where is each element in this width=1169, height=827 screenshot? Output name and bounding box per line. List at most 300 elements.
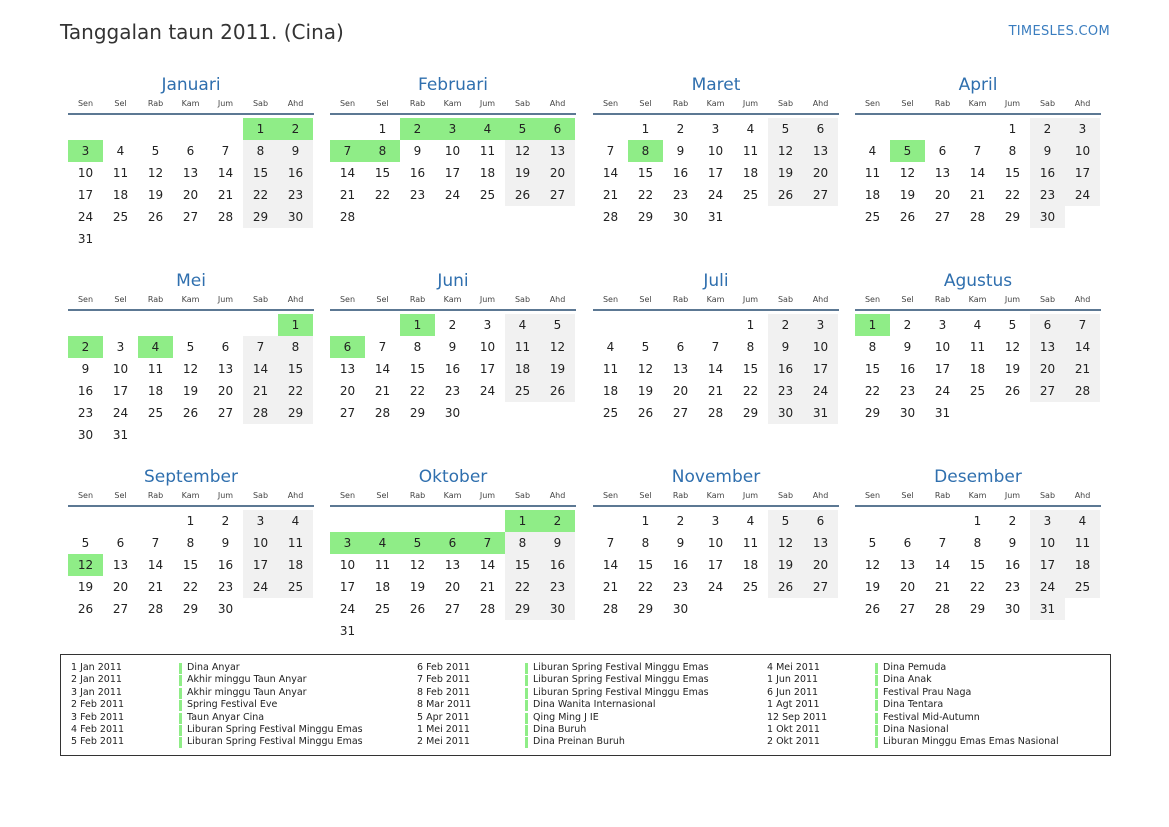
holiday-date: 1 Agt 2011 — [767, 699, 820, 711]
day-cell: 26 — [505, 184, 540, 206]
day-cell: 8 — [413, 340, 422, 354]
weekday-label: Kam — [181, 99, 200, 108]
day-cell: 9 — [903, 340, 912, 354]
holiday-name: Dina Tentara — [883, 699, 944, 711]
holiday-date: 6 Feb 2011 — [417, 662, 471, 673]
day-cell: 7 — [973, 144, 982, 158]
day-cell: 6 — [903, 536, 912, 550]
day-cell: 19 — [77, 580, 94, 594]
holiday-day-cell: 4 — [138, 336, 173, 358]
day-cell: 28 — [602, 602, 619, 616]
weekday-label: Sel — [376, 491, 389, 500]
day-cell: 1 — [186, 514, 195, 528]
day-cell: 6 — [116, 536, 125, 550]
day-cell: 3 — [711, 514, 720, 528]
day-cell: 9 — [1030, 140, 1065, 162]
day-cell: 16 — [1030, 162, 1065, 184]
day-cell: 22 — [637, 188, 654, 202]
holiday-name: Liburan Spring Festival Minggu Emas — [187, 736, 363, 748]
weekday-label: Rab — [409, 295, 426, 304]
day-cell: 2 — [1030, 118, 1065, 140]
day-cell: 3 — [803, 314, 838, 336]
weekday-label: Rab — [147, 295, 164, 304]
day-cell: 18 — [147, 384, 164, 398]
day-grid — [330, 507, 576, 639]
day-cell: 16 — [540, 554, 575, 576]
day-cell: 14 — [217, 166, 234, 180]
day-cell: 23 — [409, 188, 426, 202]
day-cell: 1 — [1008, 122, 1017, 136]
day-cell: 22 — [505, 576, 540, 598]
day-cell: 26 — [864, 602, 881, 616]
holiday-date: 2 Feb 2011 — [71, 699, 125, 711]
day-cell: 24 — [444, 188, 461, 202]
day-cell: 26 — [768, 184, 803, 206]
holiday-day-cell: 2 — [68, 336, 103, 358]
day-cell: 29 — [637, 602, 654, 616]
day-cell: 7 — [151, 536, 160, 550]
day-cell: 23 — [1004, 580, 1021, 594]
day-cell: 2 — [903, 318, 912, 332]
day-cell: 20 — [112, 580, 129, 594]
weekday-header — [68, 292, 314, 311]
day-cell: 9 — [448, 340, 457, 354]
weekday-header — [855, 96, 1101, 115]
holiday-name: Akhir minggu Taun Anyar — [187, 686, 307, 698]
weekday-label: Kam — [181, 295, 200, 304]
day-cell: 13 — [217, 362, 234, 376]
weekday-label: Sen — [602, 295, 619, 304]
weekday-label: Sen — [339, 491, 356, 500]
holiday-name: Spring Festival Eve — [187, 699, 278, 711]
day-cell: 30 — [672, 602, 689, 616]
day-cell: 20 — [217, 384, 234, 398]
day-cell: 27 — [1030, 380, 1065, 402]
page-title: Tanggalan taun 2011. (Cina) — [60, 20, 344, 44]
day-cell: 5 — [186, 340, 195, 354]
holiday-date: 8 Feb 2011 — [417, 686, 471, 698]
month-oktober — [330, 466, 576, 639]
day-cell: 10 — [243, 532, 278, 554]
day-cell: 21 — [1065, 358, 1100, 380]
day-cell: 15 — [243, 162, 278, 184]
day-cell: 10 — [707, 536, 724, 550]
day-cell: 24 — [803, 380, 838, 402]
holiday-date: 5 Apr 2011 — [417, 711, 470, 723]
weekday-label: Jum — [217, 491, 234, 500]
month-name: Agustus — [943, 271, 1013, 291]
day-cell: 19 — [768, 554, 803, 576]
day-cell: 21 — [374, 384, 391, 398]
weekday-header — [68, 96, 314, 115]
day-cell: 11 — [1065, 532, 1100, 554]
weekday-label: Kam — [968, 99, 987, 108]
day-cell: 16 — [672, 558, 689, 572]
weekday-label: Ahd — [287, 99, 304, 108]
weekday-label: Rab — [672, 491, 689, 500]
day-cell: 16 — [409, 166, 426, 180]
day-cell: 22 — [374, 188, 391, 202]
holiday-day-cell: 1 — [505, 510, 540, 532]
day-cell: 30 — [77, 428, 94, 442]
day-cell: 8 — [186, 536, 195, 550]
month-name: Mei — [176, 271, 206, 291]
day-cell: 16 — [444, 362, 461, 376]
day-cell: 20 — [934, 188, 951, 202]
day-cell: 4 — [746, 122, 755, 136]
day-cell: 25 — [742, 188, 759, 202]
day-cell: 6 — [803, 118, 838, 140]
holiday-marker — [875, 675, 878, 686]
weekday-label: Kam — [443, 99, 462, 108]
day-cell: 14 — [602, 558, 619, 572]
day-cell: 25 — [112, 210, 129, 224]
day-cell: 2 — [676, 122, 685, 136]
holiday-marker — [179, 675, 182, 686]
day-cell: 11 — [278, 532, 313, 554]
day-cell: 3 — [1030, 510, 1065, 532]
day-cell: 8 — [973, 536, 982, 550]
day-cell: 28 — [1065, 380, 1100, 402]
day-cell: 30 — [672, 210, 689, 224]
day-cell: 7 — [243, 336, 278, 358]
day-cell: 27 — [444, 602, 461, 616]
holiday-list — [60, 654, 1111, 756]
day-cell: 11 — [147, 362, 164, 376]
day-cell: 23 — [540, 576, 575, 598]
day-cell: 29 — [409, 406, 426, 420]
day-cell: 5 — [540, 314, 575, 336]
day-cell: 29 — [969, 602, 986, 616]
day-cell: 3 — [711, 122, 720, 136]
holiday-day-cell: 1 — [400, 314, 435, 336]
day-cell: 27 — [672, 406, 689, 420]
day-cell: 21 — [934, 580, 951, 594]
day-cell: 2 — [768, 314, 803, 336]
day-cell: 19 — [540, 358, 575, 380]
day-cell: 8 — [641, 536, 650, 550]
day-grid — [593, 115, 839, 247]
day-cell: 4 — [868, 144, 877, 158]
weekday-label: Ahd — [287, 491, 304, 500]
day-cell: 15 — [742, 362, 759, 376]
holiday-date: 5 Feb 2011 — [71, 736, 125, 748]
holiday-date: 1 Jun 2011 — [767, 674, 819, 686]
holiday-marker — [179, 700, 182, 711]
weekday-label: Sel — [901, 99, 914, 108]
weekday-label: Kam — [968, 491, 987, 500]
weekday-label: Sel — [639, 99, 652, 108]
holiday-marker — [875, 700, 878, 711]
day-grid — [330, 115, 576, 247]
holiday-day-cell: 5 — [400, 532, 435, 554]
day-grid — [68, 311, 314, 443]
holiday-marker — [179, 713, 182, 724]
day-cell: 18 — [742, 558, 759, 572]
day-cell: 13 — [182, 166, 199, 180]
day-cell: 14 — [147, 558, 164, 572]
month-juni — [330, 270, 576, 443]
weekday-label: Kam — [443, 295, 462, 304]
holiday-date: 1 Mei 2011 — [417, 723, 470, 735]
day-grid — [68, 115, 314, 247]
weekday-label: Sel — [901, 491, 914, 500]
weekday-label: Rab — [934, 295, 951, 304]
month-agustus — [855, 270, 1101, 443]
weekday-label: Jum — [1004, 295, 1021, 304]
day-cell: 30 — [899, 406, 916, 420]
weekday-label: Jum — [479, 295, 496, 304]
holiday-name: Liburan Spring Festival Minggu Emas — [187, 723, 363, 735]
month-mei — [68, 270, 314, 443]
holiday-date: 4 Mei 2011 — [767, 662, 820, 673]
day-cell: 8 — [868, 340, 877, 354]
day-cell: 23 — [278, 184, 313, 206]
day-cell: 3 — [483, 318, 492, 332]
day-cell: 11 — [864, 166, 881, 180]
day-cell: 24 — [112, 406, 129, 420]
weekday-label: Rab — [672, 99, 689, 108]
day-cell: 28 — [969, 210, 986, 224]
weekday-label: Sab — [777, 491, 794, 500]
day-cell: 24 — [707, 580, 724, 594]
weekday-label: Rab — [409, 99, 426, 108]
day-cell: 10 — [803, 336, 838, 358]
day-cell: 17 — [339, 580, 356, 594]
weekday-header — [593, 488, 839, 507]
weekday-label: Jum — [742, 295, 759, 304]
day-cell: 28 — [602, 210, 619, 224]
weekday-label: Kam — [181, 491, 200, 500]
day-cell: 19 — [768, 162, 803, 184]
day-cell: 5 — [641, 340, 650, 354]
day-cell: 14 — [707, 362, 724, 376]
weekday-header — [330, 292, 576, 311]
day-cell: 11 — [602, 362, 619, 376]
weekday-label: Sen — [77, 295, 94, 304]
day-cell: 14 — [969, 166, 986, 180]
holiday-day-cell: 6 — [330, 336, 365, 358]
day-cell: 7 — [938, 536, 947, 550]
day-cell: 25 — [147, 406, 164, 420]
day-cell: 31 — [707, 210, 724, 224]
month-name: Juni — [437, 271, 469, 291]
day-cell: 12 — [540, 336, 575, 358]
day-cell: 18 — [112, 188, 129, 202]
day-cell: 26 — [409, 602, 426, 616]
day-cell: 13 — [672, 362, 689, 376]
day-grid — [855, 507, 1101, 639]
weekday-label: Sab — [777, 295, 794, 304]
weekday-label: Sel — [901, 295, 914, 304]
day-cell: 14 — [1065, 336, 1100, 358]
weekday-header — [593, 96, 839, 115]
day-cell: 2 — [1008, 514, 1017, 528]
holiday-name: Dina Buruh — [533, 723, 587, 735]
month-name: Oktober — [418, 467, 488, 487]
month-april — [855, 74, 1101, 247]
day-cell: 30 — [768, 402, 803, 424]
holiday-day-cell: 6 — [435, 532, 470, 554]
holiday-date: 3 Jan 2011 — [71, 686, 122, 698]
day-cell: 18 — [742, 166, 759, 180]
day-cell: 3 — [243, 510, 278, 532]
day-cell: 12 — [899, 166, 916, 180]
day-cell: 12 — [182, 362, 199, 376]
holiday-name: Liburan Spring Festival Minggu Emas — [533, 662, 709, 673]
day-cell: 25 — [1065, 576, 1100, 598]
day-cell: 5 — [868, 536, 877, 550]
holiday-day-cell: 12 — [68, 554, 103, 576]
holiday-day-cell: 4 — [470, 118, 505, 140]
weekday-label: Sen — [864, 99, 881, 108]
month-name: April — [958, 75, 998, 95]
holiday-day-cell: 5 — [505, 118, 540, 140]
weekday-label: Sen — [602, 491, 619, 500]
holiday-marker — [179, 725, 182, 736]
day-cell: 17 — [803, 358, 838, 380]
day-cell: 29 — [637, 210, 654, 224]
site-link[interactable]: TIMESLES.COM — [1008, 24, 1110, 39]
day-cell: 15 — [374, 166, 391, 180]
weekday-label: Sab — [252, 99, 269, 108]
day-cell: 30 — [278, 206, 313, 228]
day-cell: 17 — [479, 362, 496, 376]
day-cell: 21 — [602, 188, 619, 202]
day-cell: 13 — [803, 532, 838, 554]
day-cell: 27 — [217, 406, 234, 420]
weekday-label: Sab — [514, 491, 531, 500]
weekday-label: Sel — [639, 491, 652, 500]
day-cell: 24 — [77, 210, 94, 224]
day-cell: 22 — [409, 384, 426, 398]
holiday-marker — [875, 737, 878, 748]
day-cell: 9 — [676, 144, 685, 158]
day-cell: 27 — [803, 576, 838, 598]
holiday-day-cell: 2 — [278, 118, 313, 140]
day-cell: 29 — [1004, 210, 1021, 224]
day-cell: 25 — [602, 406, 619, 420]
day-cell: 25 — [505, 380, 540, 402]
weekday-label: Jum — [742, 491, 759, 500]
day-cell: 6 — [676, 340, 685, 354]
holiday-date: 2 Okt 2011 — [767, 736, 820, 748]
day-cell: 9 — [676, 536, 685, 550]
holiday-date: 12 Sep 2011 — [767, 711, 828, 723]
day-cell: 28 — [479, 602, 496, 616]
day-cell: 26 — [182, 406, 199, 420]
weekday-label: Sab — [1039, 99, 1056, 108]
holiday-marker — [875, 713, 878, 724]
day-cell: 12 — [864, 558, 881, 572]
month-november — [593, 466, 839, 639]
day-cell: 24 — [934, 384, 951, 398]
day-cell: 26 — [77, 602, 94, 616]
day-cell: 23 — [899, 384, 916, 398]
day-cell: 11 — [505, 336, 540, 358]
day-cell: 25 — [278, 576, 313, 598]
day-cell: 6 — [186, 144, 195, 158]
weekday-label: Sab — [252, 295, 269, 304]
day-cell: 2 — [676, 514, 685, 528]
day-cell: 27 — [112, 602, 129, 616]
day-cell: 18 — [374, 580, 391, 594]
day-cell: 21 — [707, 384, 724, 398]
day-cell: 19 — [182, 384, 199, 398]
day-cell: 19 — [637, 384, 654, 398]
day-cell: 4 — [973, 318, 982, 332]
holiday-marker — [525, 737, 528, 748]
day-cell: 7 — [711, 340, 720, 354]
day-cell: 30 — [540, 598, 575, 620]
day-cell: 24 — [1030, 576, 1065, 598]
day-cell: 9 — [1008, 536, 1017, 550]
day-cell: 28 — [243, 402, 278, 424]
day-cell: 12 — [147, 166, 164, 180]
holiday-marker — [525, 725, 528, 736]
day-cell: 19 — [505, 162, 540, 184]
weekday-label: Sab — [514, 99, 531, 108]
day-cell: 1 — [378, 122, 387, 136]
day-cell: 11 — [374, 558, 391, 572]
day-cell: 10 — [1030, 532, 1065, 554]
month-februari — [330, 74, 576, 247]
weekday-label: Rab — [409, 491, 426, 500]
day-cell: 27 — [540, 184, 575, 206]
day-cell: 24 — [339, 602, 356, 616]
day-cell: 15 — [409, 362, 426, 376]
weekday-label: Ahd — [287, 295, 304, 304]
weekday-label: Jum — [217, 295, 234, 304]
holiday-marker — [875, 725, 878, 736]
day-cell: 14 — [934, 558, 951, 572]
holiday-name: Qing Ming J IE — [533, 711, 599, 723]
day-cell: 22 — [742, 384, 759, 398]
holiday-name: Taun Anyar Cina — [187, 711, 265, 723]
day-cell: 28 — [707, 406, 724, 420]
day-cell: 15 — [182, 558, 199, 572]
day-cell: 5 — [151, 144, 160, 158]
day-cell: 7 — [378, 340, 387, 354]
day-cell: 18 — [969, 362, 986, 376]
weekday-label: Rab — [934, 491, 951, 500]
weekday-label: Kam — [706, 491, 725, 500]
holiday-day-cell: 1 — [855, 314, 890, 336]
weekday-label: Ahd — [812, 491, 829, 500]
holiday-name: Dina Preinan Buruh — [533, 736, 625, 748]
weekday-label: Kam — [443, 491, 462, 500]
day-grid — [330, 311, 576, 443]
day-cell: 8 — [746, 340, 755, 354]
holiday-name: Dina Anyar — [187, 662, 240, 673]
day-cell: 26 — [637, 406, 654, 420]
day-cell: 25 — [742, 580, 759, 594]
holiday-day-cell: 8 — [365, 140, 400, 162]
holiday-day-cell: 6 — [540, 118, 575, 140]
day-cell: 9 — [413, 144, 422, 158]
holiday-date: 1 Jan 2011 — [71, 662, 122, 673]
weekday-header — [593, 292, 839, 311]
day-cell: 14 — [339, 166, 356, 180]
holiday-name: Festival Prau Naga — [883, 686, 972, 698]
day-cell: 15 — [969, 558, 986, 572]
holiday-date: 1 Okt 2011 — [767, 723, 820, 735]
holiday-day-cell: 7 — [330, 140, 365, 162]
day-cell: 6 — [1030, 314, 1065, 336]
day-cell: 23 — [768, 380, 803, 402]
day-cell: 15 — [505, 554, 540, 576]
day-cell: 14 — [479, 558, 496, 572]
